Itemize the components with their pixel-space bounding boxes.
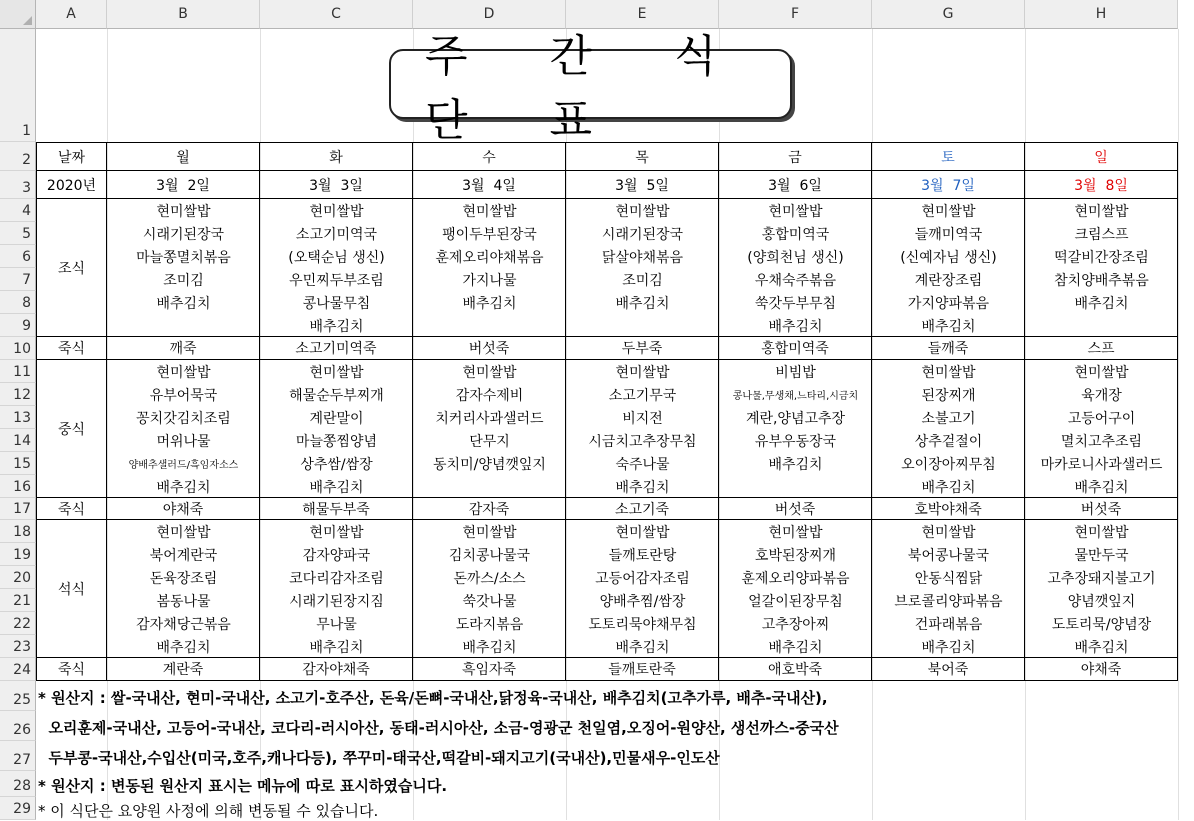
menu-cell[interactable]: 동치미/양념깻잎지 <box>433 456 546 473</box>
menu-cell[interactable]: 계란,양념고추장 <box>745 410 846 427</box>
menu-cell[interactable]: 가지나물 <box>462 272 517 289</box>
row-header[interactable]: 5 <box>0 222 36 245</box>
menu-cell[interactable]: 배추김치 <box>1074 479 1129 496</box>
row-header[interactable]: 19 <box>0 543 36 566</box>
row-header[interactable]: 22 <box>0 612 36 635</box>
day-header[interactable]: 월 <box>107 142 260 171</box>
day-header[interactable]: 일 <box>1025 142 1178 171</box>
menu-cell[interactable]: 오이장아찌무침 <box>901 456 996 473</box>
menu-cell[interactable]: 양배추찜/쌈장 <box>599 593 686 610</box>
menu-cell[interactable]: 들깨미역국 <box>914 226 983 243</box>
row-header[interactable]: 1 <box>0 29 36 142</box>
menu-cell[interactable]: 현미쌀밥 <box>615 524 670 541</box>
porridge-cell[interactable]: 호박야채죽 <box>872 498 1025 520</box>
porridge-cell[interactable]: 계란죽 <box>107 658 260 681</box>
porridge-label[interactable]: 죽식 <box>36 337 107 360</box>
menu-cell[interactable]: 도토리묵야채무침 <box>588 616 697 633</box>
menu-cell[interactable]: 브로콜리양파볶음 <box>894 593 1003 610</box>
menu-cell[interactable]: 훈제오리양파볶음 <box>741 570 850 587</box>
menu-cell[interactable]: 시금치고추장무침 <box>588 433 697 450</box>
origin-note[interactable]: * 원산지 : 쌀-국내산, 현미-국내산, 소고기-호주산, 돈육/돈뼈-국내산,닭정육-국내산, 배추김치(고추가루, 배추-국내산), <box>38 689 828 707</box>
row-header[interactable]: 27 <box>0 741 36 771</box>
menu-cell[interactable]: 배추김치 <box>1074 295 1129 312</box>
menu-cell[interactable]: 멸치고추조림 <box>1060 433 1143 450</box>
menu-cell[interactable]: 코다리감자조림 <box>289 570 384 587</box>
column-header[interactable]: H <box>1025 0 1178 29</box>
menu-cell[interactable]: 우민찌두부조림 <box>289 272 384 289</box>
meal-label-2[interactable]: 석식 <box>36 520 107 658</box>
origin-note[interactable]: * 이 식단은 요양원 사정에 의해 변동될 수 있습니다. <box>38 801 379 820</box>
row-header[interactable]: 28 <box>0 771 36 797</box>
menu-cell[interactable]: 치커리사과샐러드 <box>435 410 544 427</box>
menu-cell[interactable]: 양배추샐러드/흑임자소스 <box>128 460 239 471</box>
menu-cell[interactable]: 배추김치 <box>156 639 211 656</box>
menu-cell[interactable]: 마늘쫑찜양념 <box>295 433 378 450</box>
porridge-cell[interactable]: 소고기미역죽 <box>260 337 413 360</box>
menu-cell[interactable]: 해물순두부찌개 <box>289 387 384 404</box>
menu-cell[interactable]: 고추장아찌 <box>761 616 830 633</box>
menu-cell[interactable]: 유부어묵국 <box>149 387 218 404</box>
row-header[interactable]: 12 <box>0 383 36 406</box>
menu-cell[interactable]: 배추김치 <box>1074 639 1129 656</box>
meal-label-0[interactable]: 조식 <box>36 199 107 337</box>
menu-cell[interactable]: 얼갈이된장무침 <box>748 593 843 610</box>
row-header[interactable]: 26 <box>0 711 36 741</box>
menu-cell[interactable] <box>413 475 566 498</box>
menu-cell[interactable]: 참치양배추볶음 <box>1054 272 1149 289</box>
row-header[interactable]: 10 <box>0 337 36 360</box>
menu-cell[interactable]: 양념깻잎지 <box>1067 593 1136 610</box>
menu-cell[interactable]: 배추김치 <box>309 479 364 496</box>
menu-cell[interactable]: 배추김치 <box>615 639 670 656</box>
menu-cell[interactable]: 조미김 <box>622 272 663 289</box>
menu-cell[interactable]: 소고기무국 <box>608 387 677 404</box>
menu-cell[interactable]: 현미쌀밥 <box>921 364 976 381</box>
date-cell[interactable]: 3월 4일 <box>413 171 566 199</box>
row-header[interactable]: 7 <box>0 268 36 291</box>
menu-cell[interactable]: 우채숙주볶음 <box>754 272 837 289</box>
day-header[interactable]: 수 <box>413 142 566 171</box>
porridge-cell[interactable]: 깨죽 <box>107 337 260 360</box>
menu-cell[interactable]: 들깨토란탕 <box>608 547 677 564</box>
menu-cell[interactable]: 현미쌀밥 <box>309 364 364 381</box>
date-cell[interactable]: 3월 7일 <box>872 171 1025 199</box>
gridline <box>1178 29 1179 820</box>
menu-cell[interactable]: 배추김치 <box>309 639 364 656</box>
porridge-cell[interactable]: 야채죽 <box>107 498 260 520</box>
porridge-label[interactable]: 죽식 <box>36 498 107 520</box>
menu-cell[interactable]: 콩나물무침 <box>302 295 371 312</box>
menu-cell[interactable]: 떡갈비간장조림 <box>1054 249 1149 266</box>
porridge-cell[interactable]: 버섯죽 <box>1025 498 1178 520</box>
row-header[interactable]: 29 <box>0 797 36 820</box>
porridge-cell[interactable]: 해물두부죽 <box>260 498 413 520</box>
menu-cell[interactable]: 계란말이 <box>309 410 364 427</box>
menu-cell[interactable]: 감자양파국 <box>302 547 371 564</box>
menu-cell[interactable]: 비빔밥 <box>775 364 816 381</box>
menu-cell[interactable]: 쑥갓나물 <box>462 593 517 610</box>
menu-cell[interactable]: 감자수제비 <box>455 387 524 404</box>
date-cell[interactable]: 3월 3일 <box>260 171 413 199</box>
porridge-cell[interactable]: 두부죽 <box>566 337 719 360</box>
menu-cell[interactable]: 배추김치 <box>768 318 823 335</box>
row-header[interactable]: 2 <box>0 142 36 171</box>
menu-cell[interactable]: 숙주나물 <box>615 456 670 473</box>
menu-cell[interactable]: 소고기미역국 <box>295 226 378 243</box>
row-header[interactable]: 18 <box>0 520 36 543</box>
menu-cell[interactable]: 쑥갓두부무침 <box>754 295 837 312</box>
row-header[interactable]: 25 <box>0 681 36 711</box>
date-label-cell[interactable]: 날짜 <box>36 142 107 171</box>
menu-cell[interactable]: 마늘쫑멸치볶음 <box>136 249 231 266</box>
menu-cell[interactable]: 유부우동장국 <box>754 433 837 450</box>
column-header[interactable]: D <box>413 0 566 29</box>
menu-cell[interactable] <box>719 475 872 498</box>
origin-note[interactable]: 두부콩-국내산,수입산(미국,호주,캐나다등), 쭈꾸미-태국산,떡갈비-돼지고기(국내산),민물새우-인도산 <box>38 749 720 767</box>
row-header[interactable]: 16 <box>0 475 36 498</box>
menu-cell[interactable]: 머위나물 <box>156 433 211 450</box>
row-header[interactable]: 13 <box>0 406 36 429</box>
row-header[interactable]: 6 <box>0 245 36 268</box>
porridge-cell[interactable]: 버섯죽 <box>413 337 566 360</box>
date-cell[interactable]: 3월 6일 <box>719 171 872 199</box>
menu-cell[interactable]: 배추김치 <box>615 295 670 312</box>
row-header[interactable]: 3 <box>0 171 36 199</box>
menu-cell[interactable]: (양희천님 생신) <box>747 249 844 266</box>
menu-cell[interactable]: 현미쌀밥 <box>462 524 517 541</box>
menu-cell[interactable]: 현미쌀밥 <box>921 203 976 220</box>
menu-cell[interactable]: 현미쌀밥 <box>615 203 670 220</box>
menu-cell[interactable]: 현미쌀밥 <box>1074 524 1129 541</box>
select-all-corner[interactable] <box>0 0 36 29</box>
menu-cell[interactable]: 현미쌀밥 <box>309 203 364 220</box>
menu-cell[interactable]: 고등어구이 <box>1067 410 1136 427</box>
menu-cell[interactable]: 시래기된장국 <box>601 226 684 243</box>
menu-cell[interactable]: 계란장조림 <box>914 272 983 289</box>
menu-cell[interactable]: 현미쌀밥 <box>1074 364 1129 381</box>
day-header[interactable]: 화 <box>260 142 413 171</box>
menu-cell[interactable]: 배추김치 <box>462 295 517 312</box>
menu-cell[interactable]: 현미쌀밥 <box>921 524 976 541</box>
menu-cell[interactable]: 조미김 <box>163 272 204 289</box>
menu-cell[interactable]: 콩나물,무생채,느타리,시금치 <box>732 391 859 402</box>
porridge-cell[interactable]: 들깨죽 <box>872 337 1025 360</box>
column-header[interactable]: B <box>107 0 260 29</box>
porridge-cell[interactable]: 들깨토란죽 <box>566 658 719 681</box>
menu-cell[interactable]: 배추김치 <box>309 318 364 335</box>
menu-cell[interactable]: 크림스프 <box>1074 226 1129 243</box>
menu-cell[interactable]: 상추겉절이 <box>914 433 983 450</box>
menu-cell[interactable]: 현미쌀밥 <box>462 203 517 220</box>
porridge-cell[interactable]: 감자야채죽 <box>260 658 413 681</box>
menu-cell[interactable]: 된장찌개 <box>921 387 976 404</box>
menu-cell[interactable]: 현미쌀밥 <box>156 203 211 220</box>
porridge-cell[interactable]: 홍합미역죽 <box>719 337 872 360</box>
menu-cell[interactable]: 배추김치 <box>156 479 211 496</box>
menu-cell[interactable]: (오택순님 생신) <box>288 249 385 266</box>
menu-cell[interactable] <box>566 314 719 337</box>
porridge-label[interactable]: 죽식 <box>36 658 107 681</box>
menu-cell[interactable]: 돈육장조림 <box>149 570 218 587</box>
menu-cell[interactable]: 안동식찜닭 <box>914 570 983 587</box>
menu-cell[interactable]: 배추김치 <box>768 639 823 656</box>
menu-cell[interactable]: 훈제오리야채볶음 <box>435 249 544 266</box>
menu-cell[interactable]: 현미쌀밥 <box>462 364 517 381</box>
menu-cell[interactable]: 김치콩나물국 <box>448 547 531 564</box>
menu-cell[interactable]: 감자채당근볶음 <box>136 616 231 633</box>
menu-cell[interactable]: 배추김치 <box>768 456 823 473</box>
menu-cell[interactable]: 현미쌀밥 <box>768 524 823 541</box>
menu-cell[interactable]: 현미쌀밥 <box>1074 203 1129 220</box>
porridge-cell[interactable]: 흑임자죽 <box>413 658 566 681</box>
menu-cell[interactable]: 배추김치 <box>156 295 211 312</box>
date-cell[interactable]: 3월 2일 <box>107 171 260 199</box>
column-header[interactable]: F <box>719 0 872 29</box>
menu-cell[interactable]: 비지전 <box>622 410 663 427</box>
menu-cell[interactable]: 현미쌀밥 <box>156 364 211 381</box>
menu-cell[interactable] <box>107 314 260 337</box>
origin-note[interactable]: 오리훈제-국내산, 고등어-국내산, 코다리-러시아산, 동태-러시아산, 소금-영광군 천일염,오징어-원양산, 생선까스-중국산 <box>38 719 839 737</box>
menu-cell[interactable] <box>1025 314 1178 337</box>
menu-cell[interactable]: 현미쌀밥 <box>615 364 670 381</box>
porridge-cell[interactable]: 야채죽 <box>1025 658 1178 681</box>
column-header[interactable]: E <box>566 0 719 29</box>
day-header[interactable]: 금 <box>719 142 872 171</box>
menu-cell[interactable]: 시래기된장지짐 <box>289 593 384 610</box>
menu-cell[interactable]: 돈까스/소스 <box>453 570 526 587</box>
menu-cell[interactable]: 북어콩나물국 <box>907 547 990 564</box>
meal-label-1[interactable]: 중식 <box>36 360 107 498</box>
day-header[interactable]: 토 <box>872 142 1025 171</box>
year-cell[interactable]: 2020년 <box>36 171 107 199</box>
row-header[interactable]: 21 <box>0 589 36 612</box>
menu-cell[interactable]: 현미쌀밥 <box>768 203 823 220</box>
row-header[interactable]: 15 <box>0 452 36 475</box>
menu-cell[interactable]: 소불고기 <box>921 410 976 427</box>
menu-cell[interactable]: 마카로니사과샐러드 <box>1040 456 1163 473</box>
menu-cell[interactable]: 상추쌈/쌈장 <box>300 456 373 473</box>
menu-cell[interactable]: 봄동나물 <box>156 593 211 610</box>
porridge-cell[interactable]: 스프 <box>1025 337 1178 360</box>
menu-cell[interactable]: 닭살야채볶음 <box>601 249 684 266</box>
menu-cell[interactable]: 가지양파볶음 <box>907 295 990 312</box>
porridge-cell[interactable]: 소고기죽 <box>566 498 719 520</box>
porridge-cell[interactable]: 북어죽 <box>872 658 1025 681</box>
menu-cell[interactable]: 고등어감자조림 <box>595 570 690 587</box>
menu-cell[interactable]: 건파래볶음 <box>914 616 983 633</box>
menu-cell[interactable]: 시래기된장국 <box>142 226 225 243</box>
column-header[interactable]: G <box>872 0 1025 29</box>
menu-cell[interactable]: 고추장돼지불고기 <box>1047 570 1156 587</box>
menu-cell[interactable]: 도라지볶음 <box>455 616 524 633</box>
row-header[interactable]: 11 <box>0 360 36 383</box>
menu-cell[interactable]: 육개장 <box>1081 387 1122 404</box>
day-header[interactable]: 목 <box>566 142 719 171</box>
menu-cell[interactable]: 현미쌀밥 <box>156 524 211 541</box>
column-header[interactable]: C <box>260 0 413 29</box>
menu-cell[interactable]: 팽이두부된장국 <box>442 226 537 243</box>
row-header[interactable]: 9 <box>0 314 36 337</box>
menu-cell[interactable]: 배추김치 <box>615 479 670 496</box>
row-header[interactable]: 23 <box>0 635 36 658</box>
menu-cell[interactable]: 꽁치갓김치조림 <box>136 410 231 427</box>
menu-cell[interactable]: 무나물 <box>316 616 357 633</box>
date-cell[interactable]: 3월 8일 <box>1025 171 1178 199</box>
row-header[interactable]: 24 <box>0 658 36 681</box>
menu-cell[interactable]: 현미쌀밥 <box>309 524 364 541</box>
row-header[interactable]: 4 <box>0 199 36 222</box>
menu-cell[interactable]: 북어계란국 <box>149 547 218 564</box>
menu-cell[interactable]: 도토리묵/양념장 <box>1051 616 1152 633</box>
menu-cell[interactable]: 단무지 <box>469 433 510 450</box>
menu-cell[interactable] <box>413 314 566 337</box>
column-header[interactable]: A <box>36 0 107 29</box>
menu-cell[interactable]: (신예자님 생신) <box>900 249 997 266</box>
row-header[interactable]: 17 <box>0 498 36 520</box>
porridge-cell[interactable]: 애호박죽 <box>719 658 872 681</box>
origin-note[interactable]: * 원산지 : 변동된 원산지 표시는 메뉴에 따로 표시하였습니다. <box>38 777 448 795</box>
row-header[interactable]: 8 <box>0 291 36 314</box>
menu-cell[interactable]: 호박된장찌개 <box>754 547 837 564</box>
menu-cell[interactable]: 배추김치 <box>921 318 976 335</box>
porridge-cell[interactable]: 감자죽 <box>413 498 566 520</box>
menu-cell[interactable]: 배추김치 <box>921 639 976 656</box>
menu-cell[interactable]: 배추김치 <box>921 479 976 496</box>
menu-cell[interactable]: 배추김치 <box>462 639 517 656</box>
date-cell[interactable]: 3월 5일 <box>566 171 719 199</box>
row-header[interactable]: 14 <box>0 429 36 452</box>
page-title: 주 간 식 단 표 <box>389 49 792 119</box>
row-header[interactable]: 20 <box>0 566 36 589</box>
menu-cell[interactable]: 물만두국 <box>1074 547 1129 564</box>
porridge-cell[interactable]: 버섯죽 <box>719 498 872 520</box>
menu-cell[interactable]: 홍합미역국 <box>761 226 830 243</box>
